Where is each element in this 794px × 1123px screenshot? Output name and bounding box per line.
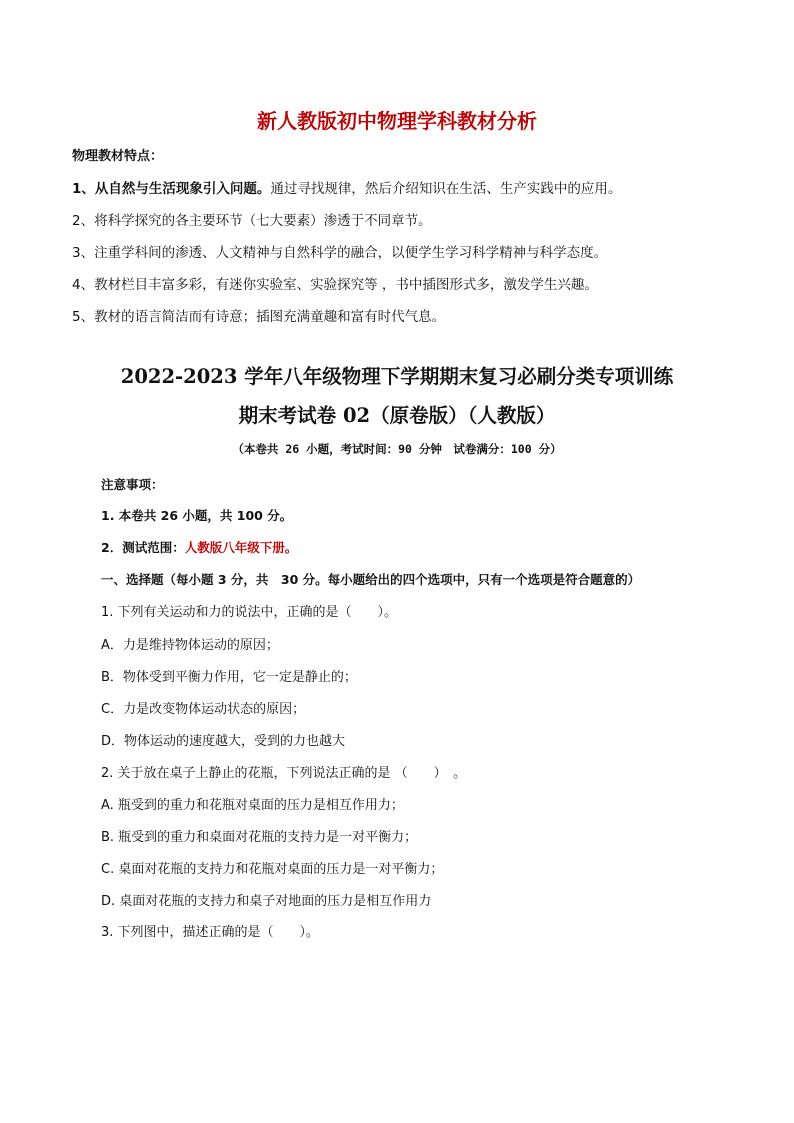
question-1-option-a: A．力是维持物体运动的原因； xyxy=(101,638,279,653)
section-heading: 一、选择题（每小题 3 分，共 30 分。每小题给出的四个选项中，只有一个选项是符合题意的） xyxy=(101,572,641,587)
test-scope: 人教版八年级下册。 xyxy=(184,540,298,555)
feature-item-4: 4、教材栏目丰富多彩，有迷你实验室、实验探究等 ，书中插图形式多，激发学生兴趣。 xyxy=(72,277,598,293)
notice-heading: 注意事项： xyxy=(101,477,164,492)
question-1-stem: 1. 下列有关运动和力的说法中，正确的是（ ）。 xyxy=(101,605,398,620)
question-2-option-a: A. 瓶受到的重力和花瓶对桌面的压力是相互作用力； xyxy=(101,798,404,813)
feature-item-3: 3、注重学科间的渗透、人文精神与自然科学的融合，以便学生学习科学精神与科学态度。 xyxy=(72,245,608,261)
feature-item-5: 5、教材的语言简洁而有诗意；插图充满童趣和富有时代气息。 xyxy=(72,309,446,325)
feature-item-1-lead: 1、从自然与生活现象引入问题。 xyxy=(72,181,271,197)
question-1-option-d: D．物体运动的速度越大，受到的力也越大 xyxy=(101,734,346,749)
analysis-title: 新人教版初中物理学科教材分析 xyxy=(257,109,537,133)
question-2-stem: 2. 关于放在桌子上静止的花瓶，下列说法正确的是 （ ） 。 xyxy=(101,766,467,781)
question-2-option-c: C. 桌面对花瓶的支持力和花瓶对桌面的压力是一对平衡力； xyxy=(101,862,444,877)
exam-info: （本卷共 26 小题，考试时间：90 分钟 试卷满分：100 分） xyxy=(232,442,562,456)
feature-item-1-text: 通过寻找规律，然后介绍知识在生活、生产实践中的应用。 xyxy=(270,181,622,197)
question-3-stem: 3. 下列图中，描述正确的是（ ）。 xyxy=(101,925,320,940)
exam-title-line-1: 2022-2023 学年八年级物理下学期期末复习必刷分类专项训练 xyxy=(120,365,674,388)
feature-item-1 xyxy=(72,177,621,197)
exam-title-line-2: 期末考试卷 02（原卷版）（人教版） xyxy=(238,404,556,427)
feature-item-2: 2、将科学探究的各主要环节（七大要素）渗透于不同章节。 xyxy=(72,213,432,229)
notice-item-2-label: 2．测试范围： xyxy=(101,540,185,555)
question-2-option-d: D. 桌面对花瓶的支持力和桌子对地面的压力是相互作用力 xyxy=(101,894,432,909)
notice-item-2 xyxy=(101,538,297,556)
notice-item-1: 1. 本卷共 26 小题，共 100 分。 xyxy=(101,508,293,523)
question-1-option-c: C．力是改变物体运动状态的原因； xyxy=(101,702,306,717)
features-heading: 物理教材特点： xyxy=(72,149,164,164)
question-1-option-b: B．物体受到平衡力作用，它一定是静止的； xyxy=(101,670,357,685)
question-2-option-b: B. 瓶受到的重力和桌面对花瓶的支持力是一对平衡力； xyxy=(101,830,418,845)
